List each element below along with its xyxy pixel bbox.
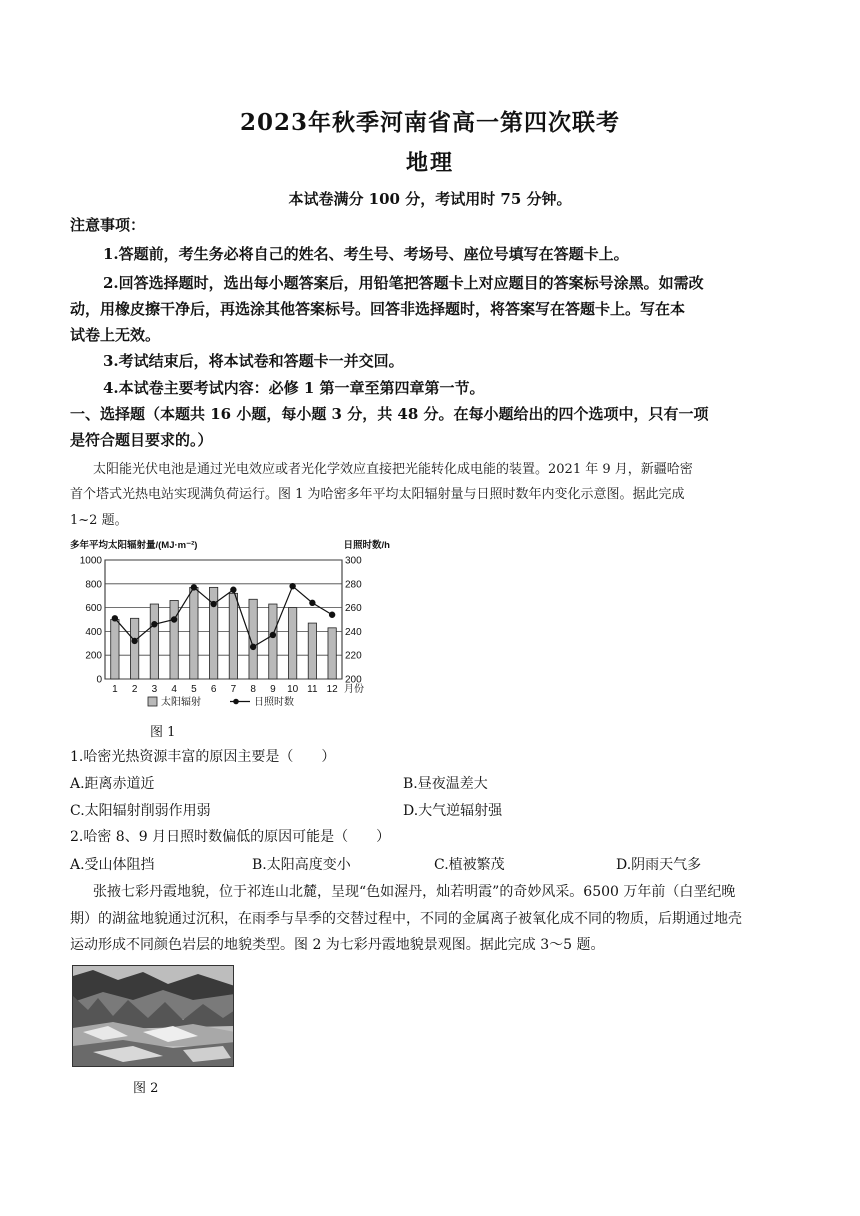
section-heading: 一、选择题（本题共 16 小题，每小题 3 分，共 48 分。在每小题给出的四个选项中，只有一项 — [70, 405, 709, 423]
y2-tick-label: 280 — [345, 579, 362, 591]
bar-month-9 — [269, 604, 277, 679]
x-tick-label: 2 — [131, 684, 138, 695]
question-1-option-c[interactable]: C.太阳辐射削弱作用弱 — [70, 803, 211, 819]
passage2-line1: 张掖七彩丹霞地貌，位于祁连山北麓，呈现“色如渥丹，灿若明霞”的奇妙风采。6500 万年前（白垩纪晚 — [93, 884, 736, 900]
note-item-2-end: 试卷上无效。 — [70, 326, 161, 344]
sunshine-point-11 — [309, 600, 315, 606]
x-tick-label: 3 — [151, 684, 158, 695]
y2-tick-label: 240 — [345, 626, 362, 638]
question-1-option-b[interactable]: B.昼夜温差大 — [403, 776, 488, 792]
notes-heading: 注意事项： — [70, 216, 146, 234]
figure1-chart — [70, 533, 390, 723]
y2-tick-label: 220 — [345, 650, 362, 662]
x-tick-label: 12 — [326, 684, 338, 695]
sunshine-point-1 — [112, 615, 118, 621]
passage1-line2: 首个塔式光热电站实现满负荷运行。图 1 为哈密多年平均太阳辐射量与日照时数年内变化示意图。据此完成 — [70, 487, 685, 502]
note-item-4: 4.本试卷主要考试内容：必修 1 第一章至第四章第一节。 — [103, 379, 485, 397]
y2-axis-title: 日照时数/h — [343, 540, 390, 551]
sunshine-point-7 — [230, 587, 236, 593]
legend-line-label: 日照时数 — [254, 697, 294, 708]
question-2-option-c[interactable]: C.植被繁茂 — [434, 857, 505, 873]
x-axis-unit: 月份 — [344, 684, 364, 695]
x-tick-label: 6 — [210, 684, 217, 695]
question-1-option-d[interactable]: D.大气逆辐射强 — [403, 803, 503, 819]
sunshine-point-4 — [171, 616, 177, 622]
plot-frame — [105, 560, 342, 679]
question-2-option-a[interactable]: A.受山体阻挡 — [70, 857, 155, 873]
bar-month-12 — [328, 628, 336, 679]
y-tick-label: 0 — [96, 674, 102, 686]
legend-bar-label: 太阳辐射 — [161, 697, 201, 708]
question-2-stem: 2.哈密 8、9 月日照时数偏低的原因可能是（ ） — [70, 829, 391, 845]
note-item-2-cont: 动，用橡皮擦干净后，再选涂其他答案标号。回答非选择题时，将答案写在答题卡上。写在本 — [70, 300, 686, 318]
question-1-stem: 1.哈密光热资源丰富的原因主要是（ ） — [70, 749, 336, 765]
x-tick-label: 11 — [307, 684, 318, 695]
sunshine-point-5 — [191, 584, 197, 590]
sunshine-line — [115, 586, 332, 647]
legend-line-dot — [233, 699, 239, 705]
bar-month-11 — [308, 623, 316, 679]
passage1-line3: 1~2 题。 — [70, 513, 128, 528]
passage1-line1: 太阳能光伏电池是通过光电效应或者光化学效应直接把光能转化成电能的装置。2021 年 9 月，新疆哈密 — [93, 462, 693, 477]
y2-tick-label: 260 — [345, 603, 362, 615]
x-tick-label: 7 — [230, 684, 237, 695]
x-tick-label: 4 — [171, 684, 177, 695]
sunshine-point-6 — [210, 601, 216, 607]
x-tick-label: 5 — [191, 684, 197, 695]
sunshine-point-2 — [131, 638, 137, 644]
sunshine-point-8 — [250, 644, 256, 650]
question-2-option-d[interactable]: D.阴雨天气多 — [616, 857, 702, 873]
note-item-1: 1.答题前，考生务必将自己的姓名、考生号、考场号、座位号填写在答题卡上。 — [103, 245, 629, 263]
section-heading-cont: 是符合题目要求的。） — [70, 431, 213, 449]
y-axis-title: 多年平均太阳辐射量/(MJ·m⁻²) — [70, 540, 198, 551]
figure1-caption: 图 1 — [150, 725, 176, 740]
question-1-option-a[interactable]: A.距离赤道近 — [70, 776, 155, 792]
note-item-3: 3.考试结束后，将本试卷和答题卡一并交回。 — [103, 352, 404, 370]
chart-grid — [105, 560, 342, 679]
y2-tick-label: 300 — [345, 555, 362, 567]
chart-line — [112, 583, 336, 650]
bar-month-10 — [288, 608, 296, 679]
exam-info: 本试卷满分 100 分，考试用时 75 分钟。 — [288, 190, 572, 208]
sunshine-point-3 — [151, 621, 157, 627]
sunshine-point-12 — [329, 612, 335, 618]
x-tick-label: 9 — [270, 684, 276, 695]
y-tick-label: 400 — [85, 626, 102, 638]
subject-title: 地理 — [405, 150, 454, 176]
sunshine-point-10 — [289, 583, 295, 589]
x-tick-label: 1 — [112, 684, 118, 695]
sunshine-point-9 — [270, 632, 276, 638]
bar-month-3 — [150, 604, 158, 679]
bar-month-1 — [111, 620, 119, 680]
passage2-line3: 运动形成不同颜色岩层的地貌类型。图 2 为七彩丹霞地貌景观图。据此完成 3～5 题。 — [70, 937, 605, 953]
x-tick-label: 10 — [287, 684, 299, 695]
y-tick-label: 800 — [85, 579, 102, 591]
y-tick-label: 200 — [85, 650, 102, 662]
y-tick-label: 1000 — [79, 555, 102, 567]
x-tick-label: 8 — [250, 684, 256, 695]
bar-month-2 — [130, 618, 138, 679]
bar-month-7 — [229, 593, 237, 679]
legend-bar-swatch — [148, 697, 157, 706]
y2-tick-label: 200 — [345, 674, 362, 686]
question-2-option-b[interactable]: B.太阳高度变小 — [252, 857, 351, 873]
bar-month-5 — [190, 587, 198, 679]
note-item-2: 2.回答选择题时，选出每小题答案后，用铅笔把答题卡上对应题目的答案标号涂黑。如需改 — [103, 274, 704, 292]
danxia-landform-photo — [72, 965, 234, 1067]
figure2-caption: 图 2 — [133, 1081, 159, 1096]
y-tick-label: 600 — [85, 603, 102, 615]
passage2-line2: 期）的湖盆地貌通过沉积，在雨季与旱季的交替过程中，不同的金属离子被氧化成不同的物质，后期通过地壳 — [70, 911, 742, 927]
bar-month-4 — [170, 600, 178, 679]
exam-title: 2023年秋季河南省高一第四次联考 — [239, 109, 620, 136]
